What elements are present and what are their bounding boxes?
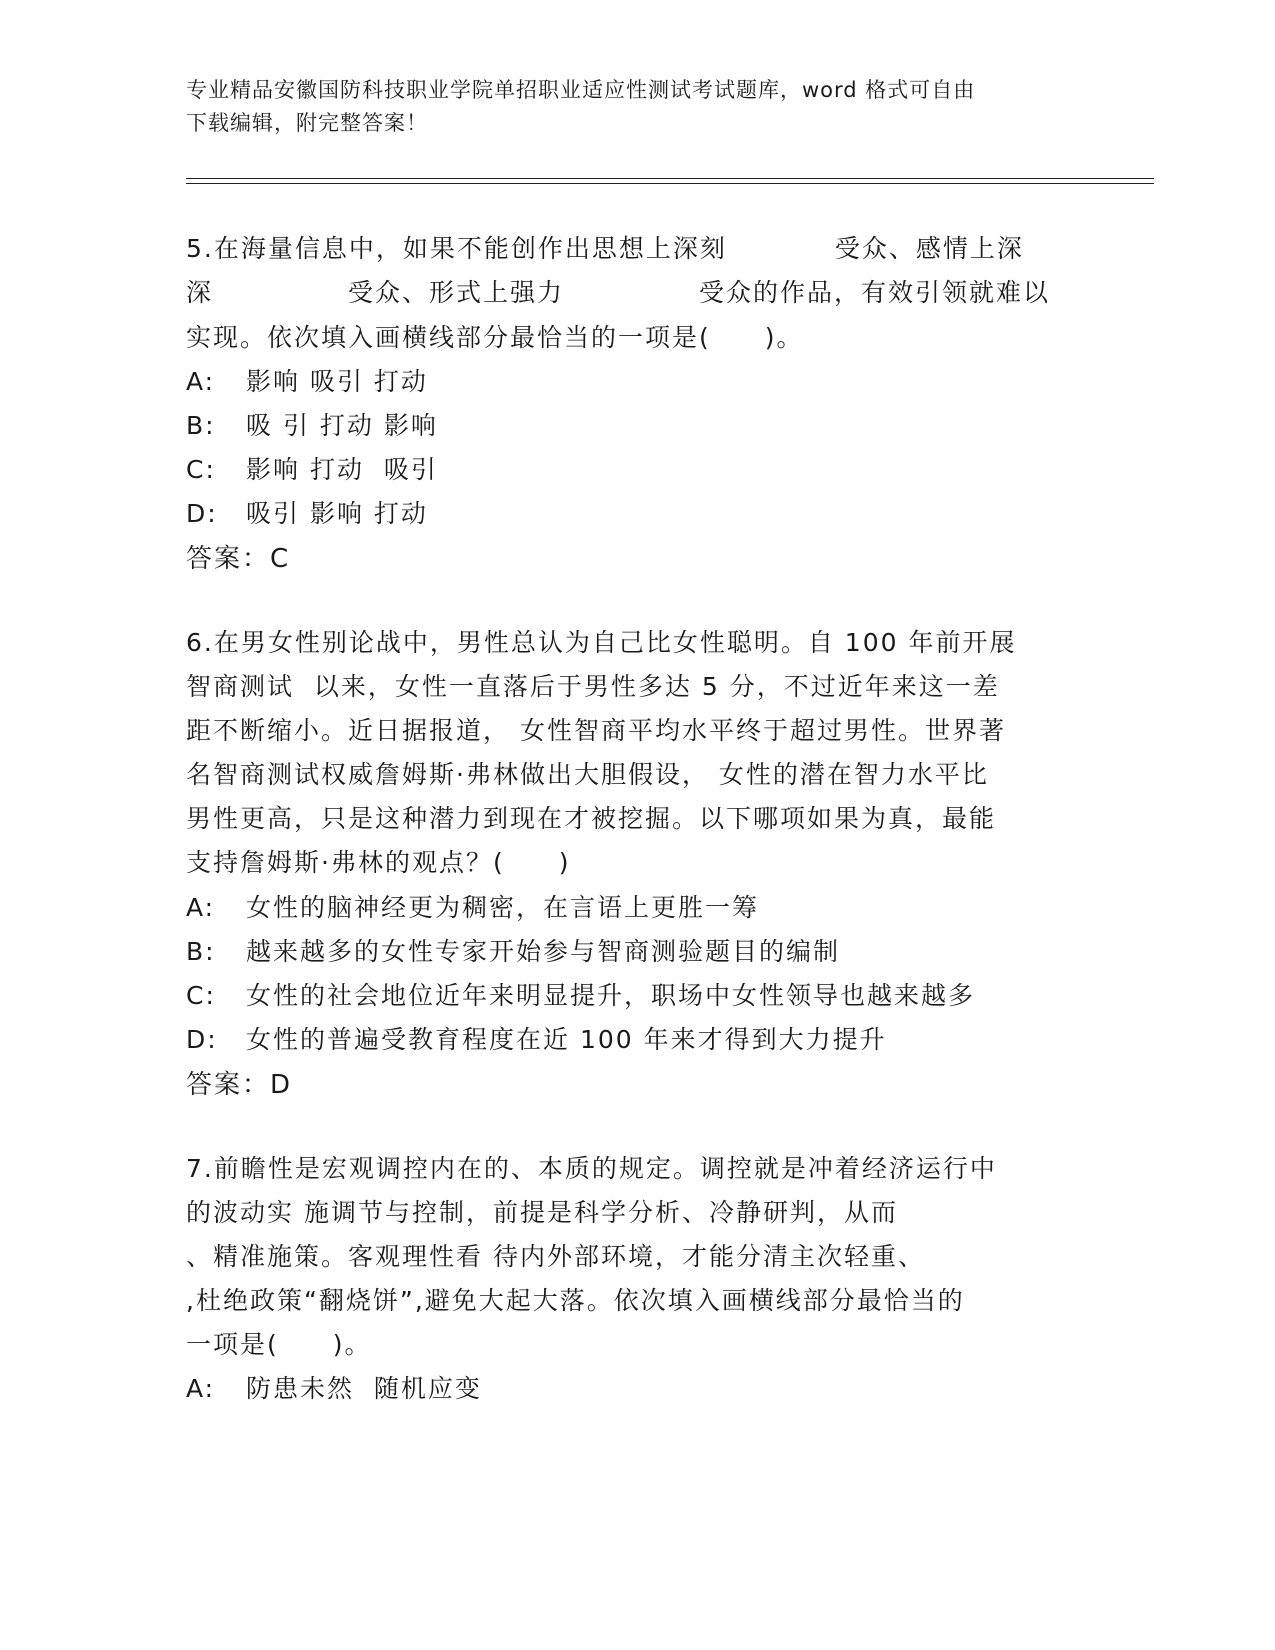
option-key: B: [186,937,216,966]
header-line-2: 下载编辑，附完整答案！ [186,111,428,135]
header-line-1: 专业精品安徽国防科技职业学院单招职业适应性测试考试题库，word 格式可自由 [186,78,976,102]
question-text-line: ,杜绝政策“翻烧饼”,避免大起大落。依次填入画横线部分最恰当的 [186,1286,965,1315]
option-key: C: [186,455,216,484]
option-text: 女性的脑神经更为稠密，在言语上更胜一筹 [246,893,760,922]
option-a [186,888,759,924]
question-text-line: 5.在海量信息中，如果不能创作出思想上深刻 受众、感情上深 [186,234,1024,263]
question-text-line: 深 受众、形式上强力 受众的作品，有效引领就难以 [186,278,1051,307]
option-d [186,1020,887,1056]
option-a [186,362,428,398]
question-text-line: 男性更高，只是这种潜力到现在才被挖掘。以下哪项如果为真，最能 [186,804,997,833]
option-key: B: [186,411,216,440]
option-key: A: [186,893,216,922]
page-header [186,74,1086,140]
question-text-line: 一项是( )。 [186,1330,372,1359]
option-c [186,976,975,1012]
option-b [186,932,840,968]
option-text: 防患未然 随机应变 [246,1374,482,1403]
option-text: 越来越多的女性专家开始参与智商测验题目的编制 [246,937,841,966]
question-text-line: 名智商测试权威詹姆斯·弗林做出大胆假设， 女性的潜在智力水平比 [186,760,989,789]
option-key: D: [186,1025,218,1054]
option-b [186,406,438,442]
question-text-line: 6.在男女性别论战中，男性总认为自己比女性聪明。自 100 年前开展 [186,628,1017,657]
option-c [186,450,438,486]
option-key: D: [186,499,218,528]
header-divider-bottom [186,183,1154,184]
question-text-line: 实现。依次填入画横线部分最恰当的一项是( )。 [186,323,804,352]
option-text: 女性的普遍受教育程度在近 100 年来才得到大力提升 [246,1025,887,1054]
question-text-line: 支持詹姆斯·弗林的观点？( ) [186,848,571,877]
question-text-line: 、精准施策。客观理性看 待内外部环境，才能分清主次轻重、 [186,1242,925,1271]
question-text-line: 智商测试 以来，女性一直落后于男性多达 5 分，不过近年来这一差 [186,672,1000,701]
option-key: C: [186,981,216,1010]
question-text-line: 的波动实 施调节与控制，前提是科学分析、冷静研判，从而 [186,1198,898,1227]
question-text-line: 距不断缩小。近日据报道， 女性智商平均水平终于超过男性。世界著 [186,716,1006,745]
option-a [186,1369,482,1405]
answer-label: 答案：D [186,1070,293,1100]
option-text: 吸 引 打动 影响 [246,411,438,440]
option-text: 影响 吸引 打动 [246,367,428,396]
question-text-line: 7.前瞻性是宏观调控内在的、本质的规定。调控就是冲着经济运行中 [186,1154,997,1183]
option-text: 影响 打动 吸引 [246,455,438,484]
header-divider-top [186,178,1154,179]
option-text: 女性的社会地位近年来明显提升，职场中女性领导也越来越多 [246,981,976,1010]
option-key: A: [186,367,216,396]
option-d [186,494,428,530]
answer-label: 答案：C [186,544,291,574]
option-text: 吸引 影响 打动 [246,499,428,528]
option-key: A: [186,1374,216,1403]
